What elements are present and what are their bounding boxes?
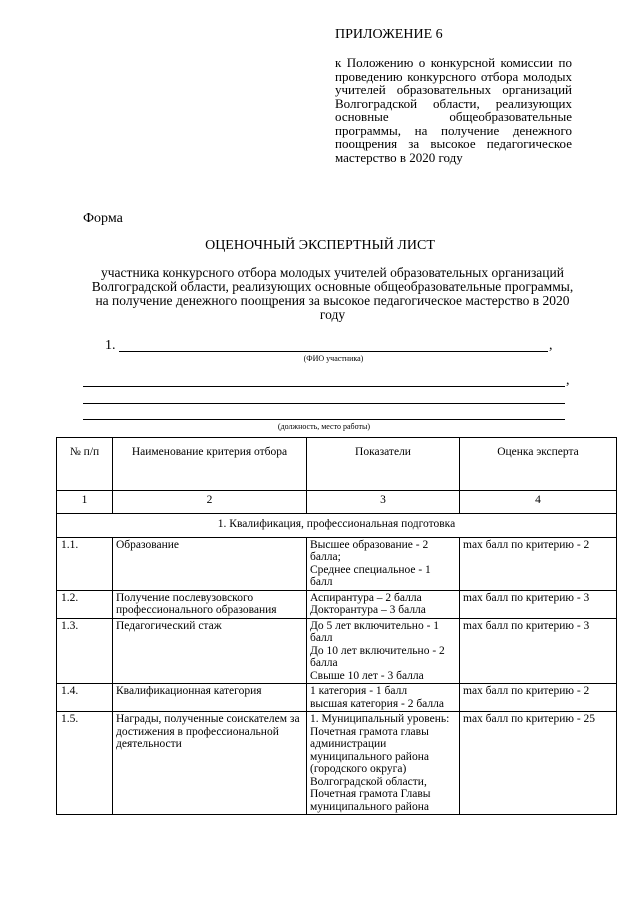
indicator: Почетная грамота Главы муниципального района: [310, 788, 431, 813]
row-criterion: Квалификационная категория: [113, 684, 307, 712]
row-indicators: [307, 590, 460, 618]
table-header-row: [57, 438, 617, 491]
table-row: [57, 590, 617, 618]
position-line-3[interactable]: [83, 419, 565, 420]
indicator: 1. Муниципальный уровень:: [310, 713, 450, 725]
row-criterion: Образование: [113, 537, 307, 590]
position-comma: ,: [566, 373, 570, 388]
row-criterion: Награды, полученные соискателем за достижения в профессиональной деятельности: [113, 712, 307, 815]
row-score[interactable]: max балл по критерию - 25: [460, 712, 617, 815]
indicator: До 5 лет включительно - 1 балл: [310, 619, 440, 644]
column-number-row: [57, 491, 617, 514]
indicator: Почетная грамота главы администрации муниципального района (городского округа) Волгоградской области,: [310, 725, 429, 788]
row-score[interactable]: max балл по критерию - 3: [460, 590, 617, 618]
row-number: 1.2.: [57, 590, 113, 618]
row-score[interactable]: max балл по критерию - 2: [460, 684, 617, 712]
criteria-table: [56, 437, 617, 815]
row-indicators: [307, 618, 460, 684]
header-criterion: Наименование критерия отбора: [113, 438, 307, 491]
row-number: 1.3.: [57, 618, 113, 684]
appendix-description: к Положению о конкурсной комиссии по проведению конкурсного отбора молодых учителей образовательных организаций Волгоградской области, реализующих основные общеобразовательные программы, на получение денежного поощрения за высокое педагогическое мастерство в 2020 году: [335, 55, 572, 165]
indicator: Высшее образование - 2 балла;: [310, 538, 429, 563]
participant-number: 1.: [105, 338, 116, 353]
participant-name-line[interactable]: [119, 351, 548, 352]
row-indicators: [307, 684, 460, 712]
table-row: [57, 537, 617, 590]
indicator: До 10 лет включительно - 2 балла: [310, 644, 445, 669]
row-criterion: Получение послевузовского профессионального образования: [113, 590, 307, 618]
section-row: [57, 514, 617, 538]
table-row: [57, 712, 617, 815]
column-number: 2: [113, 491, 307, 514]
name-caption: (ФИО участника): [303, 354, 364, 363]
indicator: Докторантура – 3 балла: [310, 604, 426, 616]
table-row: [57, 684, 617, 712]
sheet-title: ОЦЕНОЧНЫЙ ЭКСПЕРТНЫЙ ЛИСТ: [205, 238, 435, 253]
row-indicators: [307, 712, 460, 815]
row-number: 1.4.: [57, 684, 113, 712]
form-label: Форма: [83, 211, 123, 226]
sheet-subtitle: участника конкурсного отбора молодых учителей образовательных организаций Волгоградской области, реализующих основные общеобразовательные программы, на получение денежного поощрения за высокое педагогическое мастерство в 2020 году: [91, 265, 574, 322]
section-title: 1. Квалификация, профессиональная подготовка: [57, 514, 617, 538]
column-number: 1: [57, 491, 113, 514]
position-line-1[interactable]: [83, 386, 565, 387]
table-row: [57, 618, 617, 684]
header-number: № п/п: [57, 438, 113, 491]
row-criterion: Педагогический стаж: [113, 618, 307, 684]
column-number: 3: [307, 491, 460, 514]
row-score[interactable]: max балл по критерию - 2: [460, 537, 617, 590]
indicator: Среднее специальное - 1 балл: [310, 563, 431, 588]
column-number: 4: [460, 491, 617, 514]
row-indicators: [307, 537, 460, 590]
row-number: 1.5.: [57, 712, 113, 815]
name-comma: ,: [549, 338, 553, 353]
row-score[interactable]: max балл по критерию - 3: [460, 618, 617, 684]
header-score: Оценка эксперта: [460, 438, 617, 491]
indicator: высшая категория - 2 балла: [310, 697, 444, 710]
appendix-title: ПРИЛОЖЕНИЕ 6: [335, 27, 443, 42]
indicator: 1 категория - 1 балл: [310, 685, 408, 697]
position-caption: (должность, место работы): [277, 422, 371, 431]
position-line-2[interactable]: [83, 403, 565, 404]
indicator: Аспирантура – 2 балла: [310, 591, 422, 604]
indicator: Свыше 10 лет - 3 балла: [310, 669, 424, 682]
header-indicators: Показатели: [307, 438, 460, 491]
row-number: 1.1.: [57, 537, 113, 590]
